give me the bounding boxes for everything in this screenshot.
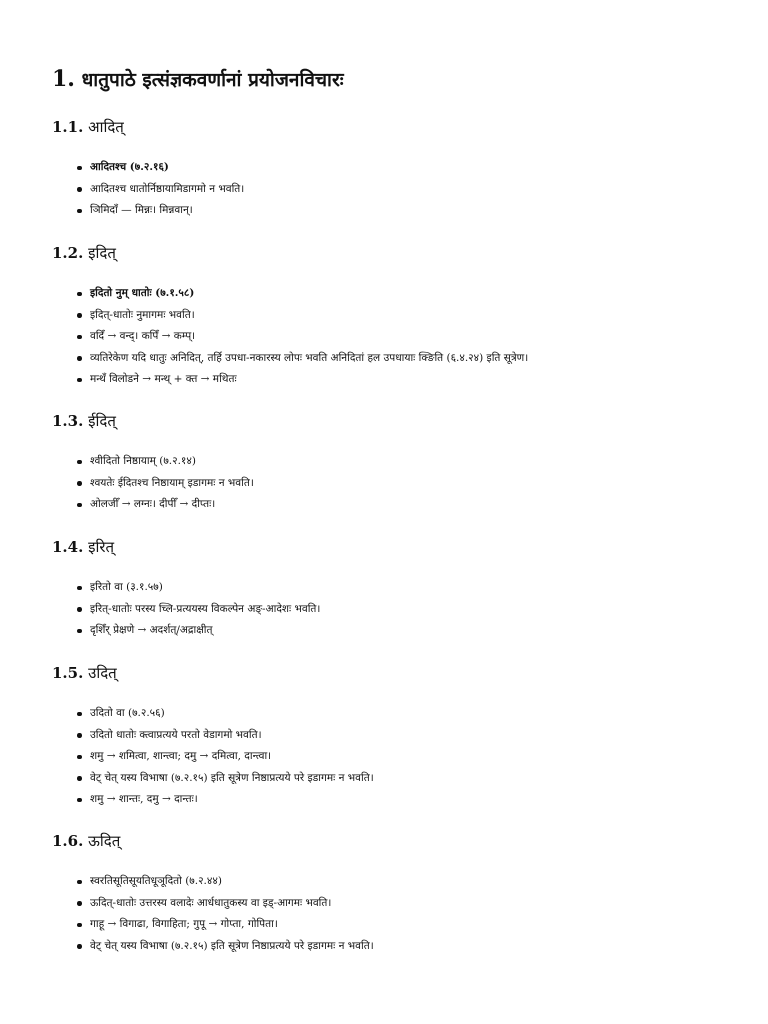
bullet-dot-icon xyxy=(77,629,82,634)
list-item xyxy=(0,599,320,621)
list-item xyxy=(0,936,374,958)
bullet-dot-icon xyxy=(77,292,82,297)
bullet-dot-icon xyxy=(77,776,82,781)
list-item xyxy=(0,768,374,790)
bullet-dot-icon xyxy=(77,335,82,340)
bullet-dot-icon xyxy=(77,880,82,885)
list-item xyxy=(0,451,254,473)
list-item xyxy=(0,326,528,348)
bullet-dot-icon xyxy=(77,733,82,738)
bullet-dot-icon xyxy=(77,923,82,928)
bullet-list xyxy=(0,157,244,222)
bullet-dot-icon xyxy=(77,378,82,383)
bullet-dot-icon xyxy=(77,460,82,465)
bullet-dot-icon xyxy=(77,481,82,486)
list-item xyxy=(0,703,374,725)
bullet-list xyxy=(0,451,254,516)
list-item xyxy=(0,283,528,305)
section-heading-text: उदित् xyxy=(88,664,117,682)
list-item xyxy=(0,305,528,327)
bullet-list xyxy=(0,577,320,642)
section-heading-text: ऊदित् xyxy=(88,832,121,850)
section-heading-text: आदित् xyxy=(88,118,124,136)
list-item-text: इदितो नुम् धातोः (७.१.५८) xyxy=(90,287,195,299)
bullet-dot-icon xyxy=(77,712,82,717)
bullet-dot-icon xyxy=(77,607,82,612)
list-item-text: आदितश्च धातोर्निष्ठायामिडागमो न भवति। xyxy=(90,182,245,195)
section-number: 1.3. xyxy=(52,412,84,430)
list-item-text: वदिँ → वन्द्। कपिँ → कम्प्। xyxy=(90,330,196,342)
list-item-text: उदितो वा (७.२.५६) xyxy=(90,707,165,719)
list-item-text: इदित्-धातोः नुमागमः भवति। xyxy=(90,308,195,321)
list-item-text: आदितश्च (७.२.१६) xyxy=(90,161,169,173)
bullet-dot-icon xyxy=(77,798,82,803)
list-item-text: ऊदित्-धातोः उत्तरस्य वलादेः आर्धधातुकस्य वा इड्-आगमः भवति। xyxy=(90,896,332,909)
bullet-list xyxy=(0,871,374,957)
list-item xyxy=(0,893,374,915)
bullet-dot-icon xyxy=(77,901,82,906)
list-item xyxy=(0,577,320,599)
list-item xyxy=(0,871,374,893)
list-item xyxy=(0,746,374,768)
list-item xyxy=(0,473,254,495)
list-item-text: व्यतिरेकेण यदि धातुः अनिदित्, तर्हि उपधा-नकारस्य लोपः भवति अनिदितां हल उपधायाः क्ङिति (६.४.२४) इति सूत्रेण। xyxy=(90,351,529,364)
list-item-text: गाहू → विगाढा, विगाहिता; गुपू → गोप्ता, गोपिता। xyxy=(90,918,278,930)
list-item-text: वेट् चेत् यस्य विभाषा (७.२.१५) इति सूत्रेण निष्ठाप्रत्यये परे इडागमः न भवति। xyxy=(90,939,374,952)
section-number: 1.4. xyxy=(52,538,84,556)
bullet-list xyxy=(0,283,528,391)
list-item xyxy=(0,789,374,811)
bullet-dot-icon xyxy=(77,944,82,949)
list-item-text: वेट् चेत् यस्य विभाषा (७.२.१५) इति सूत्रेण निष्ठाप्रत्यये परे इडागमः न भवति। xyxy=(90,771,374,784)
section-heading xyxy=(52,411,116,431)
section-heading xyxy=(52,243,116,263)
section-number: 1.6. xyxy=(52,832,84,850)
bullet-dot-icon xyxy=(77,166,82,171)
list-item xyxy=(0,157,244,179)
list-item xyxy=(0,369,528,391)
bullet-dot-icon xyxy=(77,356,82,361)
list-item-text: श्वीदितो निष्ठायाम् (७.२.१४) xyxy=(90,455,196,467)
section-heading xyxy=(52,537,114,557)
section-heading xyxy=(52,831,120,851)
list-item-text: ञिमिदाँ — मिन्नः। मिन्नवान्। xyxy=(90,204,193,216)
list-item-text: शमु → शान्तः, दमु → दान्तः। xyxy=(90,793,198,805)
bullet-dot-icon xyxy=(77,313,82,318)
list-item-text: स्वरतिसूतिसूयतिधूञूदितो (७.२.४४) xyxy=(90,875,222,887)
section-heading-text: इरित् xyxy=(88,538,115,556)
list-item xyxy=(0,725,374,747)
list-item-text: श्वयतेः ईदितश्च निष्ठायाम् इडागमः न भवति। xyxy=(90,476,254,489)
page-title-number: 1. xyxy=(52,66,75,92)
list-item xyxy=(0,620,320,642)
bullet-dot-icon xyxy=(77,503,82,508)
list-item-text: दृशिँर् प्रेक्षणे → अदर्शत्/अद्राक्षीत् xyxy=(90,624,213,636)
list-item-text: इरितो वा (३.१.५७) xyxy=(90,581,163,593)
list-item-text: उदितो धातोः क्त्वाप्रत्यये परतो वेडागमो भवति। xyxy=(90,728,262,741)
list-item xyxy=(0,200,244,222)
section-number: 1.2. xyxy=(52,244,84,262)
section-heading-text: ईदित् xyxy=(88,412,116,430)
list-item xyxy=(0,494,254,516)
bullet-dot-icon xyxy=(77,755,82,760)
section-heading xyxy=(52,663,117,683)
section-heading-text: इदित् xyxy=(88,244,116,262)
bullet-dot-icon xyxy=(77,209,82,214)
list-item xyxy=(0,179,244,201)
section-number: 1.5. xyxy=(52,664,84,682)
bullet-list xyxy=(0,703,374,811)
list-item-text: इरित्-धातोः परस्य च्लि-प्रत्ययस्य विकल्पेन अङ्-आदेशः भवति। xyxy=(90,602,321,615)
list-item-text: मन्थँ विलोडने → मन्थ् + क्त → मथितः xyxy=(90,373,237,385)
list-item xyxy=(0,914,374,936)
page-title xyxy=(52,64,344,95)
bullet-dot-icon xyxy=(77,586,82,591)
section-heading xyxy=(52,117,124,137)
list-item-text: शमु → शमित्वा, शान्त्वा; दमु → दमित्वा, दान्त्वा। xyxy=(90,750,272,762)
section-number: 1.1. xyxy=(52,118,84,136)
list-item xyxy=(0,348,528,370)
list-item-text: ओलजीँ → लग्नः। दीपीँ → दीप्तः। xyxy=(90,498,216,510)
page-title-text: धातुपाठे इत्संज्ञकवर्णानां प्रयोजनविचारः xyxy=(81,69,344,91)
bullet-dot-icon xyxy=(77,187,82,192)
